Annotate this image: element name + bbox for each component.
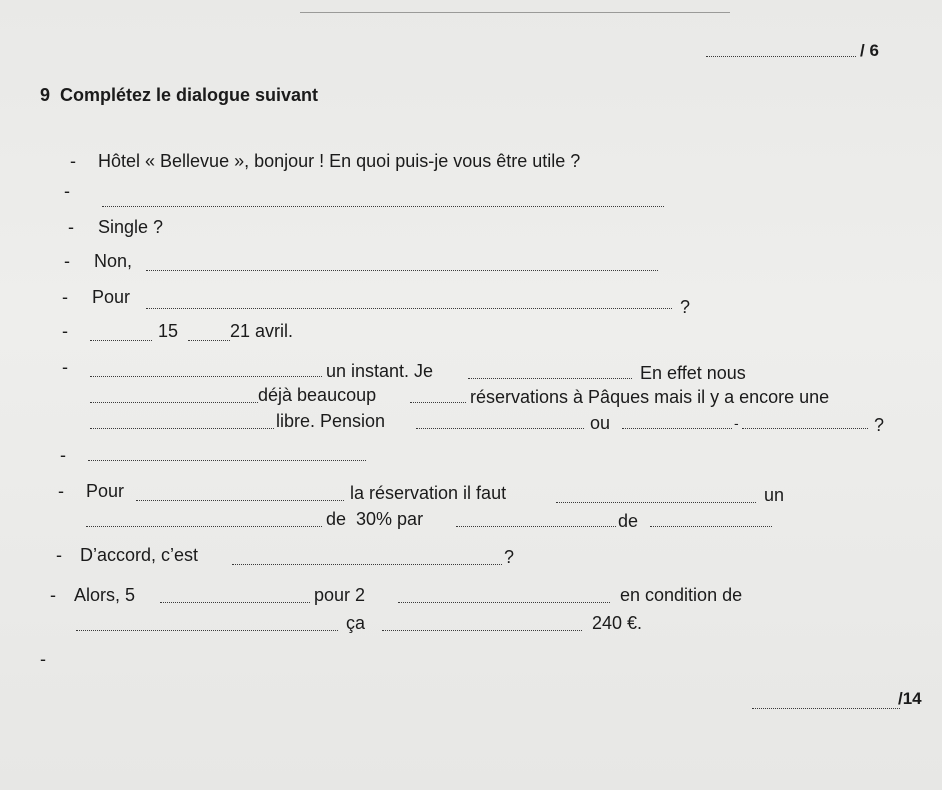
line-7-text-b: En effet nous <box>640 363 746 383</box>
line-11-text-c: en condition de <box>620 585 743 605</box>
line-4-text: Non, <box>94 251 133 271</box>
top-rule <box>300 12 730 13</box>
answer-blank <box>468 378 632 379</box>
line-6-text-b: 21 avril. <box>230 321 294 341</box>
score-blank <box>706 56 856 57</box>
dash: - <box>40 649 46 669</box>
answer-blank <box>416 428 584 429</box>
line-11b-text-a: ça <box>346 613 366 633</box>
answer-blank <box>88 460 366 461</box>
dash: - <box>50 585 56 605</box>
answer-blank <box>650 526 772 527</box>
line-11-text-a: Alors, 5 <box>74 585 136 605</box>
dash: - <box>68 217 74 237</box>
exercise-number: 9 <box>40 85 51 105</box>
answer-blank <box>90 402 258 403</box>
answer-blank <box>146 308 672 309</box>
line-7d-hyphen: - <box>734 415 739 431</box>
line-7c-text-a: déjà beaucoup <box>258 385 377 405</box>
question-mark: ? <box>504 547 515 567</box>
line-3-text: Single ? <box>98 217 164 237</box>
line-7c-text-b: réservations à Pâques mais il y a encore une <box>470 387 830 407</box>
dash: - <box>62 321 68 341</box>
answer-blank <box>382 630 582 631</box>
line-7-text-a: un instant. Je <box>326 361 434 381</box>
answer-blank <box>398 602 610 603</box>
answer-blank <box>146 270 658 271</box>
line-5-text: Pour <box>92 287 131 307</box>
answer-blank <box>742 428 868 429</box>
question-mark: ? <box>874 415 885 435</box>
dash: - <box>62 357 68 377</box>
dash: - <box>64 181 70 201</box>
answer-blank <box>86 526 322 527</box>
answer-blank <box>160 602 310 603</box>
answer-blank <box>188 340 230 341</box>
line-9-text-c: un <box>764 485 785 505</box>
line-11-text-b: pour 2 <box>314 585 366 605</box>
line-10-text: D’accord, c’est <box>80 545 199 565</box>
score-blank <box>752 708 900 709</box>
score-bottom: /14 <box>898 689 922 708</box>
answer-blank <box>76 630 338 631</box>
dash: - <box>70 151 76 171</box>
line-9-text-b: la réservation il faut <box>350 483 507 503</box>
answer-blank <box>136 500 344 501</box>
line-9b-text-a: de 30% par <box>326 509 424 529</box>
answer-blank <box>456 526 616 527</box>
question-mark: ? <box>680 297 691 317</box>
answer-blank <box>90 340 152 341</box>
answer-blank <box>410 402 466 403</box>
answer-blank <box>90 428 274 429</box>
line-6-text-a: 15 <box>158 321 179 341</box>
line-1-text: Hôtel « Bellevue », bonjour ! En quoi puis-je vous être utile ? <box>98 151 581 171</box>
answer-blank <box>90 376 322 377</box>
line-9b-text-b: de <box>618 511 639 531</box>
line-7d-text-b: ou <box>590 413 611 433</box>
dash: - <box>58 481 64 501</box>
score-top: / 6 <box>860 41 879 60</box>
answer-blank <box>232 564 502 565</box>
line-11b-text-b: 240 €. <box>592 613 643 633</box>
line-9-text-a: Pour <box>86 481 125 501</box>
line-7d-text-a: libre. Pension <box>276 411 386 431</box>
dash: - <box>60 445 66 465</box>
dash: - <box>64 251 70 271</box>
answer-blank <box>102 206 664 207</box>
dash: - <box>56 545 62 565</box>
exercise-title: Complétez le dialogue suivant <box>60 85 319 105</box>
answer-blank <box>556 502 756 503</box>
dash: - <box>62 287 68 307</box>
answer-blank <box>622 428 732 429</box>
